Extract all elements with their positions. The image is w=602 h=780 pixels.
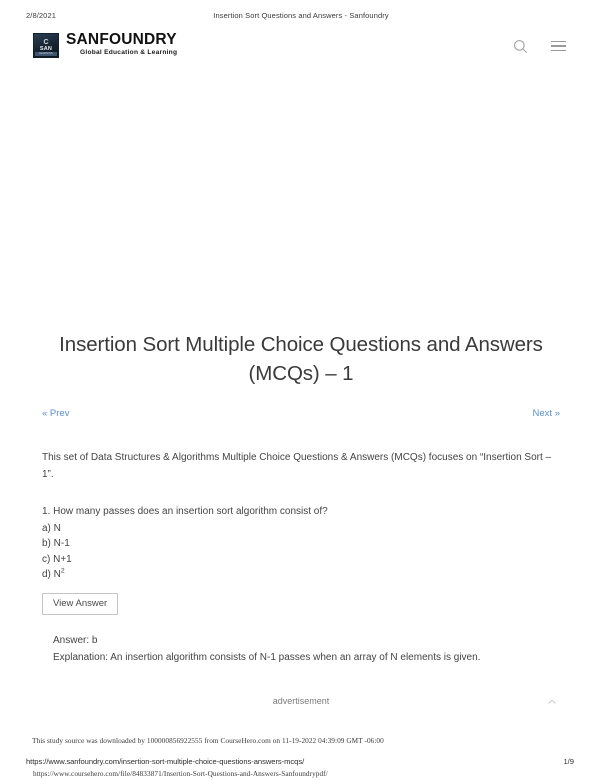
hamburger-bars <box>551 41 566 52</box>
post-pagination <box>42 408 560 424</box>
header-actions <box>512 38 566 54</box>
print-document-title: Insertion Sort Questions and Answers - Sanfoundry <box>213 11 389 20</box>
question-text: 1. How many passes does an insertion sort algorithm consist of? <box>42 506 328 517</box>
brand-logo[interactable] <box>33 32 177 58</box>
option-d-superscript: 2 <box>60 567 65 575</box>
print-date: 2/8/2021 <box>26 11 56 20</box>
advertisement-bar <box>42 692 560 710</box>
badge-top-letter: C <box>43 38 49 46</box>
view-answer-button[interactable]: View Answer <box>42 593 118 615</box>
search-icon[interactable] <box>512 38 528 54</box>
page-title: Insertion Sort Multiple Choice Questions and Answers (MCQs) – 1 <box>59 333 543 385</box>
option-b[interactable]: b) N-1 <box>42 538 70 549</box>
badge-foot-text: LEARNING <box>35 52 57 56</box>
chevron-up-icon[interactable] <box>546 695 558 707</box>
print-header <box>0 11 602 25</box>
footer-source-url: https://www.sanfoundry.com/insertion-sort-multiple-choice-questions-answers-mcqs/ <box>26 757 305 766</box>
explanation-line: Explanation: An insertion algorithm consists of N-1 passes when an array of N elements is given. <box>53 651 481 663</box>
prev-link[interactable]: « Prev <box>42 408 70 419</box>
badge-mid-text: SAN <box>39 45 53 52</box>
article-body <box>42 330 560 710</box>
hamburger-bar-1 <box>551 41 566 42</box>
brand-tagline: Global Education & Learning <box>80 49 178 56</box>
option-d[interactable] <box>42 567 560 583</box>
sanfoundry-badge-icon <box>33 33 59 58</box>
next-link[interactable]: Next » <box>532 408 560 419</box>
footer-page-indicator: 1/9 <box>563 757 574 766</box>
hamburger-bar-3 <box>551 50 566 51</box>
question-block <box>42 504 560 583</box>
site-header <box>0 32 602 62</box>
option-a[interactable]: a) N <box>42 522 61 534</box>
answer-line: Answer: b <box>53 634 98 646</box>
hamburger-menu-icon[interactable] <box>550 38 566 54</box>
option-c[interactable]: c) N+1 <box>42 553 72 565</box>
answer-explanation-block <box>42 632 560 666</box>
brand-name: SANFOUNDRY <box>66 31 177 48</box>
option-d-base: d) N <box>42 569 61 580</box>
brand-text <box>66 32 177 58</box>
advertisement-label: advertisement <box>272 695 330 706</box>
coursehero-watermark: This study source was downloaded by 100000856922555 from CourseHero.com on 11-19-2022 04:39:09 GMT -06:00 <box>32 736 384 745</box>
intro-paragraph: This set of Data Structures & Algorithms Multiple Choice Questions & Answers (MCQs) focuses on “Insertion Sort – 1”. <box>42 452 552 480</box>
hamburger-bar-2 <box>551 45 566 46</box>
footer-coursehero-url: https://www.coursehero.com/file/84833871/Insertion-Sort-Questions-and-Answers-Sanfoundrypdf/ <box>33 769 328 778</box>
